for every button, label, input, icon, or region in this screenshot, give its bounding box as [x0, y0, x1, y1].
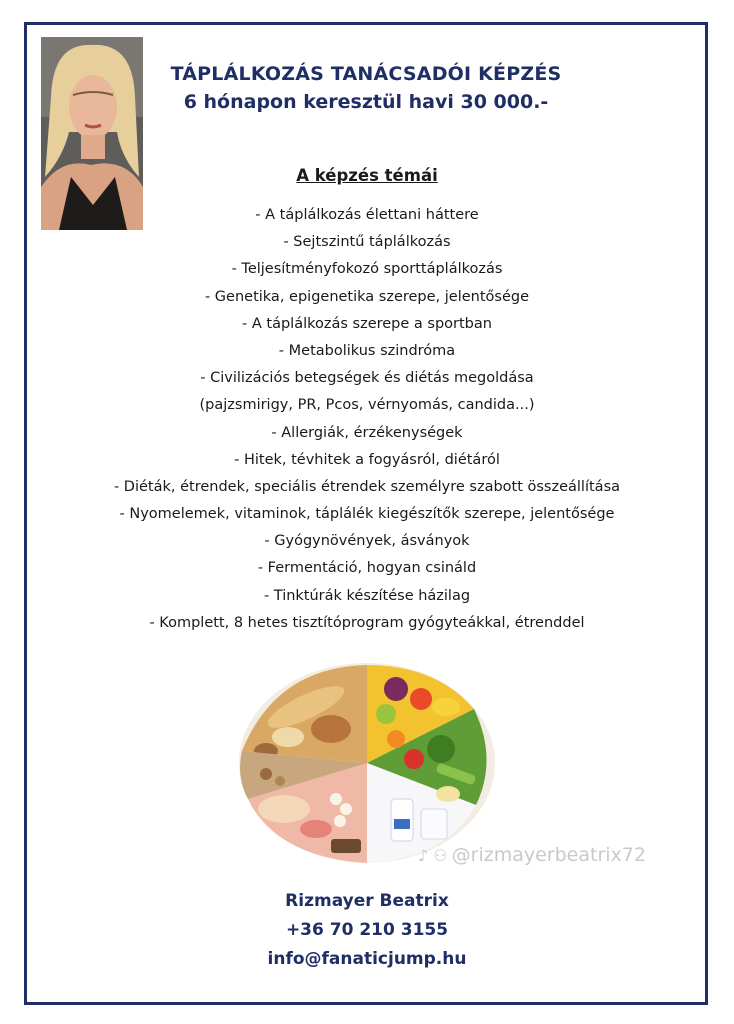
food-pyramid-image — [236, 659, 498, 867]
topic-item: - Civilizációs betegségek és diétás megoldása — [200, 370, 534, 387]
topic-item: - Komplett, 8 hetes tisztítóprogram gyógyteákkal, étrenddel — [149, 614, 585, 631]
topic-item: - Teljesítményfokozó sporttáplálkozás — [231, 261, 503, 278]
topics-list — [0, 202, 734, 637]
contact-block — [0, 887, 734, 974]
topic-item: - A táplálkozás élettani háttere — [255, 207, 479, 223]
topic-item: - Genetika, epigenetika szerepe, jelentősége — [204, 288, 530, 305]
topics-heading: A képzés témái — [296, 166, 438, 185]
topic-item: - Metabolikus szindróma — [278, 342, 456, 359]
contact-phone: +36 70 210 3155 — [285, 920, 449, 940]
page-title: TÁPLÁLKOZÁS TANÁCSADÓI KÉPZÉS — [170, 63, 562, 85]
title-block — [146, 60, 586, 116]
contact-email: info@fanaticjump.hu — [267, 949, 467, 969]
topic-item: - Tinktúrák készítése házilag — [263, 587, 471, 604]
topic-item: - Sejtszintű táplálkozás — [283, 234, 451, 251]
tiktok-user-icon: ♪ ⚇ — [418, 846, 448, 865]
topic-item: - A táplálkozás szerepe a sportban — [242, 315, 492, 332]
topic-item: - Hitek, tévhitek a fogyásról, diétáról — [234, 451, 500, 468]
topic-item: - Diéták, étrendek, speciális étrendek személyre szabott összeállítása — [113, 478, 621, 495]
price-subtitle: 6 hónapon keresztül havi 30 000.- — [183, 91, 549, 113]
tiktok-watermark — [418, 844, 646, 866]
topic-item: - Nyomelemek, vitaminok, táplálék kiegészítők szerepe, jelentősége — [119, 506, 615, 523]
topic-item: - Fermentáció, hogyan csináld — [257, 560, 477, 577]
watermark-handle: @rizmayerbeatrix72 — [451, 844, 646, 866]
topic-item: (pajzsmirigy, PR, Pcos, vérnyomás, candida...) — [199, 397, 535, 414]
topic-item: - Gyógynövények, ásványok — [264, 533, 470, 550]
contact-name: Rizmayer Beatrix — [285, 891, 449, 911]
topic-item: - Allergiák, érzékenységek — [271, 424, 463, 441]
